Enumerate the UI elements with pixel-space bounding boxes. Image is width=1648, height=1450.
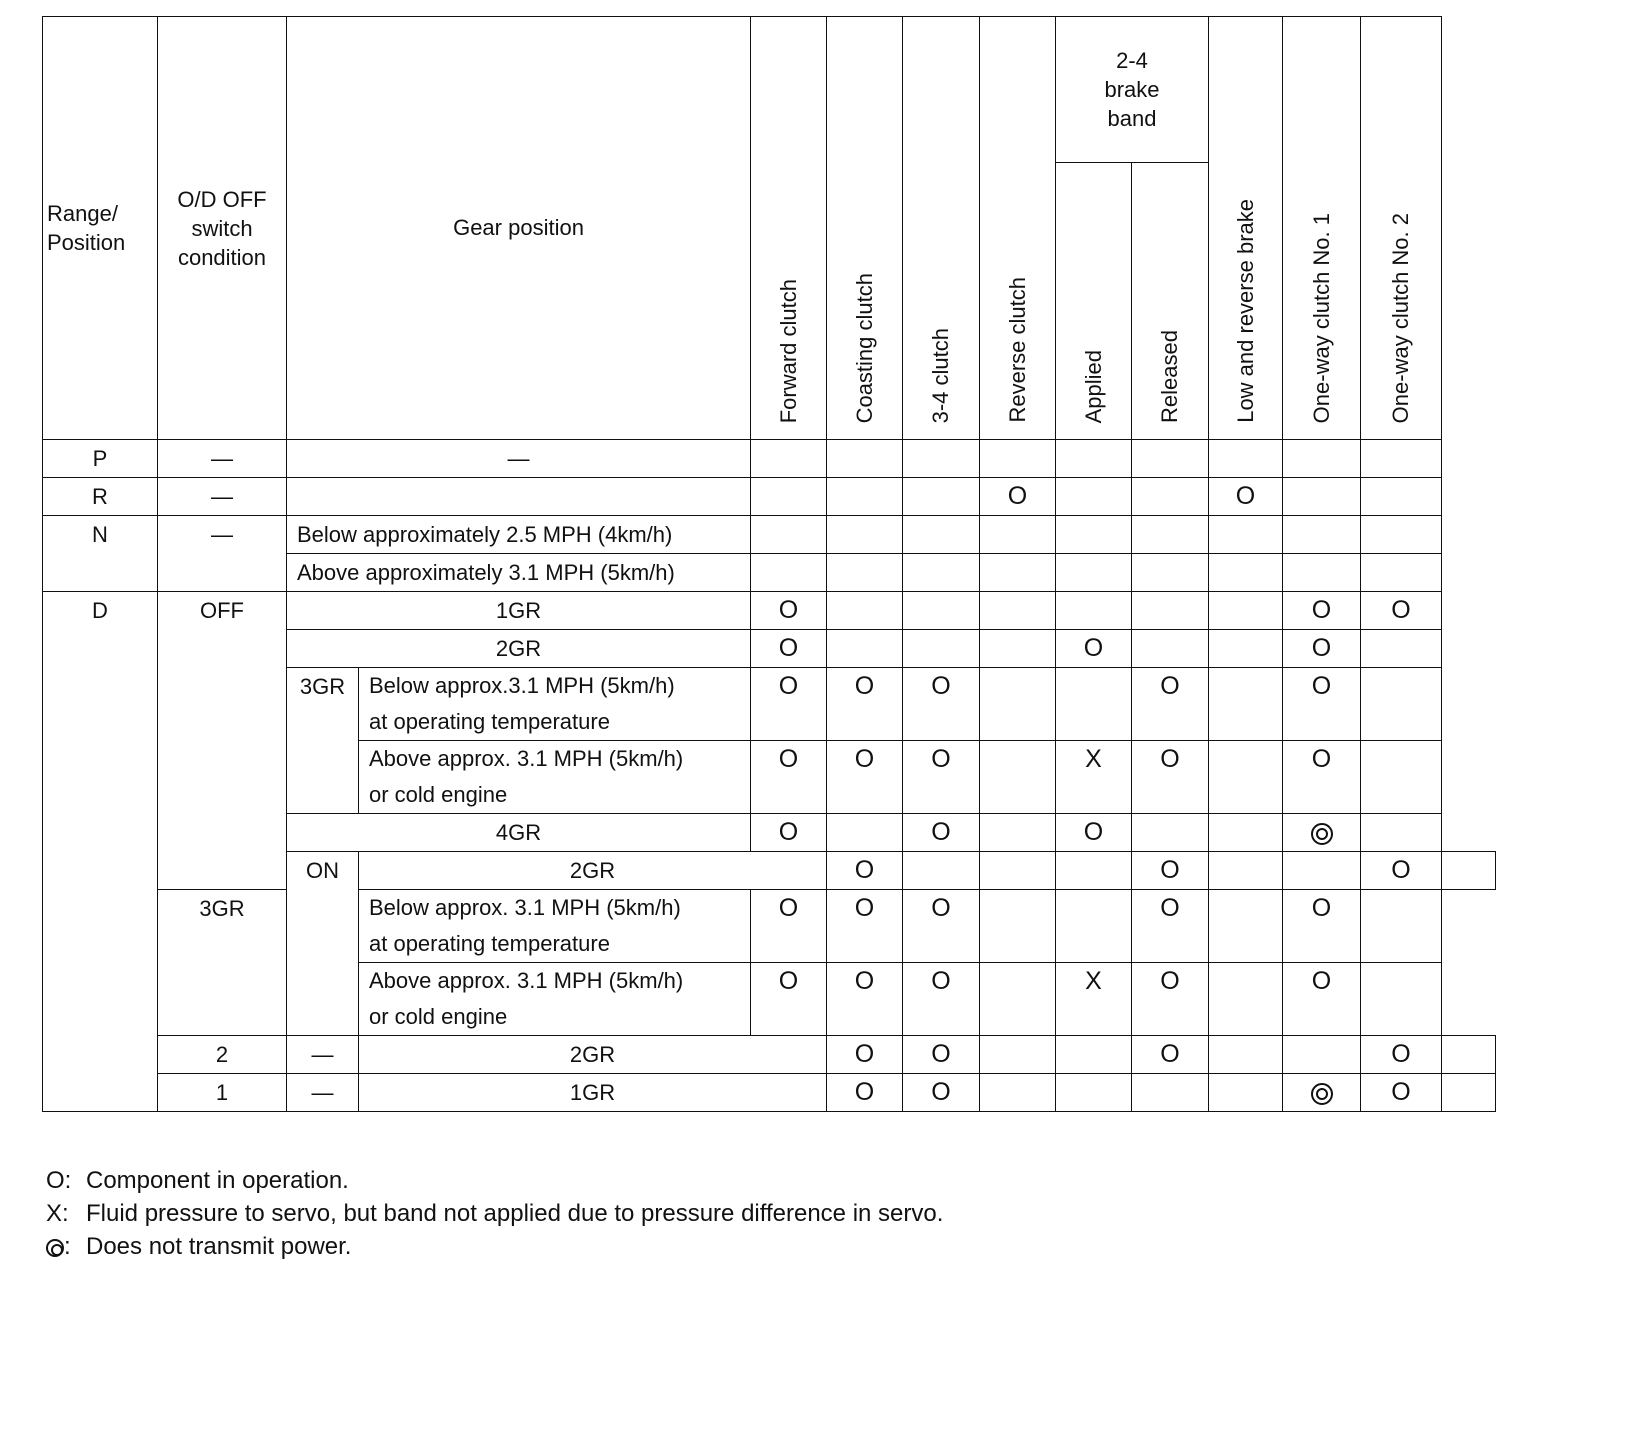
- table-row-p: [43, 440, 1496, 478]
- legend-pressure: X: Fluid pressure to servo, but band not applied due to pressure difference in servo.: [46, 1200, 944, 1227]
- switch-cell: —: [158, 516, 287, 592]
- header-od-off-switch: O/D OFF switch condition: [158, 17, 287, 440]
- gear-cell: Above approximately 3.1 MPH (5km/h): [287, 554, 751, 592]
- does-not-transmit-symbol: [1283, 1074, 1361, 1112]
- header-range-position: Range/ Position: [43, 17, 158, 440]
- switch-cell: —: [158, 478, 287, 516]
- header-3-4-clutch: 3-4 clutch: [903, 17, 980, 440]
- header-brake-band: 2-4 brake band: [1056, 17, 1209, 163]
- table-row-d-off-3gr-above: Above approx. 3.1 MPH (5km/h) or cold engine O O O X O O: [43, 741, 1496, 814]
- switch-cell-off: OFF: [158, 592, 287, 890]
- table-row-d-on-2gr: ON 2GR O O O: [43, 852, 1496, 890]
- legend: [46, 1164, 943, 1263]
- table-row-d-on-3gr-below: 3GR Below approx. 3.1 MPH (5km/h) at operating temperature O O O O O: [43, 890, 1496, 963]
- gear-cell: 1GR: [359, 1074, 827, 1112]
- range-cell: D: [43, 592, 158, 1112]
- gear-cell: Below approximately 2.5 MPH (4km/h): [287, 516, 751, 554]
- header-gear-position: Gear position: [287, 17, 751, 440]
- range-cell: 1: [158, 1074, 287, 1112]
- gear-condition: Above approx. 3.1 MPH (5km/h) or cold engine: [359, 741, 751, 814]
- table-row-d-off-1gr: D OFF 1GR O O O: [43, 592, 1496, 630]
- gear-condition: Below approx.3.1 MPH (5km/h) at operating temperature: [359, 668, 751, 741]
- gear-cell: 4GR: [287, 814, 751, 852]
- table-row-n: [43, 516, 1496, 554]
- gear-cell: 2GR: [287, 630, 751, 668]
- header-forward-clutch: Forward clutch: [751, 17, 827, 440]
- header-one-way-clutch-1: One-way clutch No. 1: [1283, 17, 1361, 440]
- table-row-d-off-3gr-below: 3GR Below approx.3.1 MPH (5km/h) at operating temperature O O O O O: [43, 668, 1496, 741]
- table-row-1: 1 — 1GR O O O: [43, 1074, 1496, 1112]
- switch-cell: —: [287, 1074, 359, 1112]
- switch-cell-on: ON: [287, 852, 359, 1036]
- double-circle-icon: [1311, 1083, 1333, 1105]
- double-circle-icon: [1311, 823, 1333, 845]
- gear-cell: 1GR: [287, 592, 751, 630]
- table-row-d-on-3gr-above: Above approx. 3.1 MPH (5km/h) or cold engine O O O X O O: [43, 963, 1496, 1036]
- table-row-2: 2 — 2GR O O O O: [43, 1036, 1496, 1074]
- legend-operation: O: Component in operation.: [46, 1167, 349, 1194]
- range-cell: P: [43, 440, 158, 478]
- double-circle-icon: [46, 1239, 64, 1257]
- range-cell: 2: [158, 1036, 287, 1074]
- header-low-reverse-brake: Low and reverse brake: [1209, 17, 1283, 440]
- does-not-transmit-symbol: [1283, 814, 1361, 852]
- gear-cell-3gr: 3GR: [287, 668, 359, 814]
- legend-no-transmit: : Does not transmit power.: [46, 1230, 943, 1263]
- header-coasting-clutch: Coasting clutch: [827, 17, 903, 440]
- range-cell: N: [43, 516, 158, 592]
- op-low-reverse-brake: O: [1209, 478, 1283, 516]
- clutch-operation-table: [42, 16, 1496, 1112]
- gear-cell: 2GR: [359, 852, 827, 890]
- header-reverse-clutch: Reverse clutch: [980, 17, 1056, 440]
- table-row-d-off-4gr: 4GR O O O: [43, 814, 1496, 852]
- header-applied: Applied: [1056, 163, 1132, 440]
- gear-condition: Below approx. 3.1 MPH (5km/h) at operating temperature: [359, 890, 751, 963]
- op-reverse-clutch: O: [980, 478, 1056, 516]
- table-row-d-off-2gr: 2GR O O O: [43, 630, 1496, 668]
- range-cell: R: [43, 478, 158, 516]
- header-released: Released: [1132, 163, 1209, 440]
- table-row-r: [43, 478, 1496, 516]
- gear-cell: —: [287, 440, 751, 478]
- gear-cell-3gr: 3GR: [158, 890, 287, 1036]
- gear-condition: Above approx. 3.1 MPH (5km/h) or cold engine: [359, 963, 751, 1036]
- switch-cell: —: [287, 1036, 359, 1074]
- header-one-way-clutch-2: One-way clutch No. 2: [1361, 17, 1442, 440]
- switch-cell: —: [158, 440, 287, 478]
- gear-cell: 2GR: [359, 1036, 827, 1074]
